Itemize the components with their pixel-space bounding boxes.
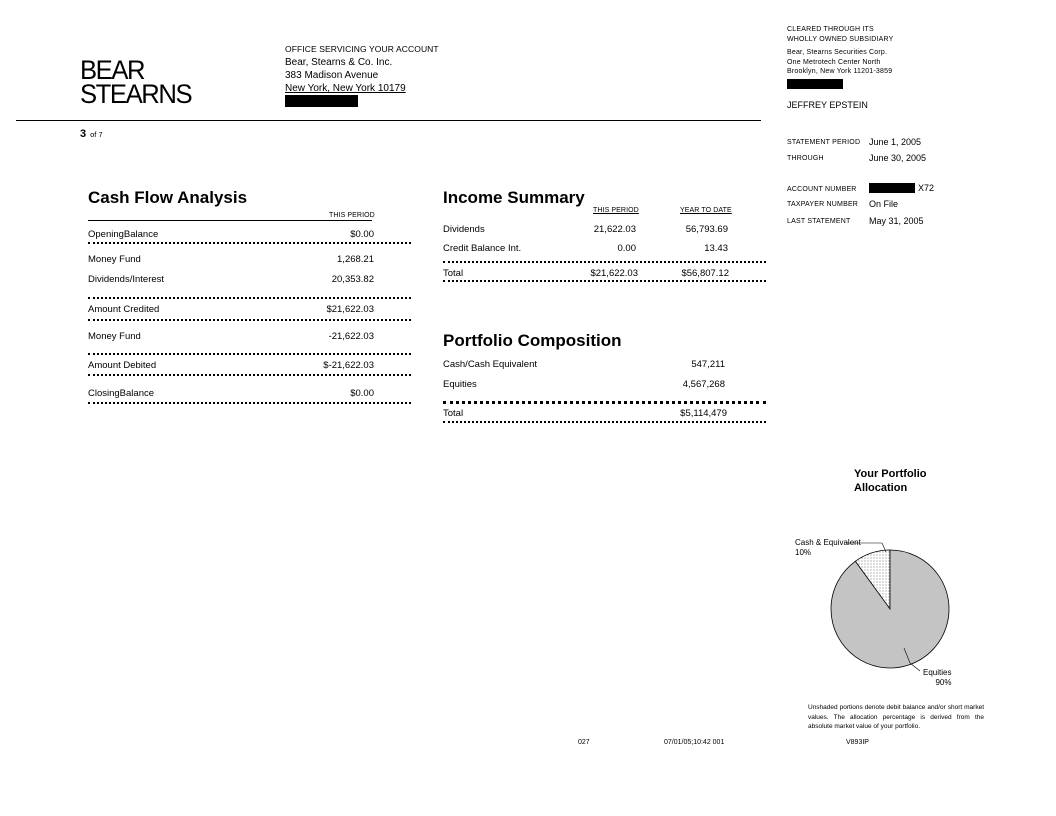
divider [443,421,766,423]
row-label: OpeningBalance [88,229,159,240]
divider [443,261,766,263]
statement-period-value: June 1, 2005 [869,137,922,147]
redaction-bar [787,79,843,89]
through-label: THROUGH [787,155,824,162]
page-of: of 7 [90,130,103,139]
account-number-label: ACCOUNT NUMBER [787,186,857,193]
income-col-this-period: THIS PERIOD [593,207,639,214]
redaction-bar [869,183,915,193]
clearing-city: Brooklyn, New York 11201-3859 [787,68,893,75]
clearing-line-1: CLEARED THROUGH ITS [787,26,874,33]
taxpayer-value: On File [869,199,899,209]
row-value: $0.00 [350,388,374,399]
bear-stearns-logo [80,55,192,109]
equities-slice-name: Equities [923,668,952,677]
row-label: ClosingBalance [88,388,155,399]
client-name: JEFFREY EPSTEIN [787,100,868,110]
office-name: Bear, Stearns & Co. Inc. [285,57,393,68]
row-label: Cash/Cash Equivalent [443,359,537,370]
logo-line-1: BEAR [80,55,145,85]
clearing-firm: Bear, Stearns Securities Corp. [787,49,888,56]
row-label: Equities [443,379,477,390]
office-label: OFFICE SERVICING YOUR ACCOUNT [285,44,439,54]
equities-slice-percent: 90% [935,678,952,687]
allocation-footnote: Unshaded portions denote debit balance and/or short market values. The allocation percentage is derived from the absolute market value of your portfolio. [808,704,984,730]
redaction-bar [285,95,358,107]
row-value: $0.00 [350,229,374,240]
office-street: 383 Madison Avenue [285,70,379,81]
divider [88,353,411,355]
row-this-period: 0.00 [617,243,636,254]
total-value: $5,114,479 [680,408,727,419]
divider [88,297,411,299]
total-ytd: $56,807.12 [681,268,729,279]
row-value: 20,353.82 [331,274,374,285]
income-col-ytd: YEAR TO DATE [680,207,732,214]
row-value: -21,622.03 [328,331,374,342]
page-number [80,128,103,140]
divider [443,280,766,282]
office-city: New York, New York 10179 [285,83,406,94]
row-value: 4,567,268 [682,379,725,390]
row-value: $-21,622.03 [323,360,374,371]
footer-timestamp: 07/01/05;10:42 001 [664,739,725,746]
row-label: Money Fund [88,331,141,342]
account-number-suffix: X72 [918,183,935,193]
divider [88,402,411,404]
row-ytd: 13.43 [704,243,728,254]
cash-flow-col-this-period: THIS PERIOD [329,212,375,219]
equities-slice-label [923,668,951,688]
clearing-street: One Metrotech Center North [787,58,881,66]
through-value: June 30, 2005 [869,153,927,163]
footer-code-2: V893IP [846,739,869,746]
row-label: Dividends [443,224,485,235]
pie-slice-equities [831,550,949,668]
cash-slice-label [795,538,861,558]
equities-leader-line [910,663,920,671]
row-value: $21,622.03 [326,304,374,315]
divider [88,374,411,376]
allocation-title-line-1: Your Portfolio [854,468,927,480]
row-value: 547,211 [691,359,725,370]
page-current: 3 [80,128,87,140]
total-label: Total [443,268,464,279]
portfolio-title: Portfolio Composition [443,331,622,350]
clearing-block [787,25,894,92]
allocation-title-line-2: Allocation [854,482,908,494]
divider [88,319,411,321]
footer-code-1: 027 [578,739,590,746]
row-label: Amount Credited [88,304,160,315]
logo-line-2: STEARNS [80,79,192,109]
row-label: Credit Balance Int. [443,243,522,254]
income-summary-title: Income Summary [443,188,585,207]
cash-flow-title: Cash Flow Analysis [88,188,248,207]
divider [443,401,766,404]
row-this-period: 21,622.03 [593,224,636,235]
allocation-title [854,467,954,495]
cash-slice-percent: 10% [795,548,812,557]
total-this-period: $21,622.03 [590,268,638,279]
taxpayer-label: TAXPAYER NUMBER [787,201,859,208]
clearing-line-2: WHOLLY OWNED SUBSIDIARY [787,35,894,43]
office-block [285,43,439,111]
row-ytd: 56,793.69 [685,224,728,235]
last-statement-value: May 31, 2005 [869,216,924,226]
row-label: Amount Debited [88,360,157,371]
divider [88,242,411,244]
statement-period-label: STATEMENT PERIOD [787,139,861,146]
last-statement-label: LAST STATEMENT [787,218,851,225]
header-rule [16,120,761,121]
total-label: Total [443,408,464,419]
row-value: 1,268.21 [337,254,374,265]
cash-slice-name: Cash & Equivalent [795,538,861,547]
row-label: Money Fund [88,254,141,265]
row-label: Dividends/Interest [88,274,165,285]
cash-flow-header-rule [88,220,372,221]
